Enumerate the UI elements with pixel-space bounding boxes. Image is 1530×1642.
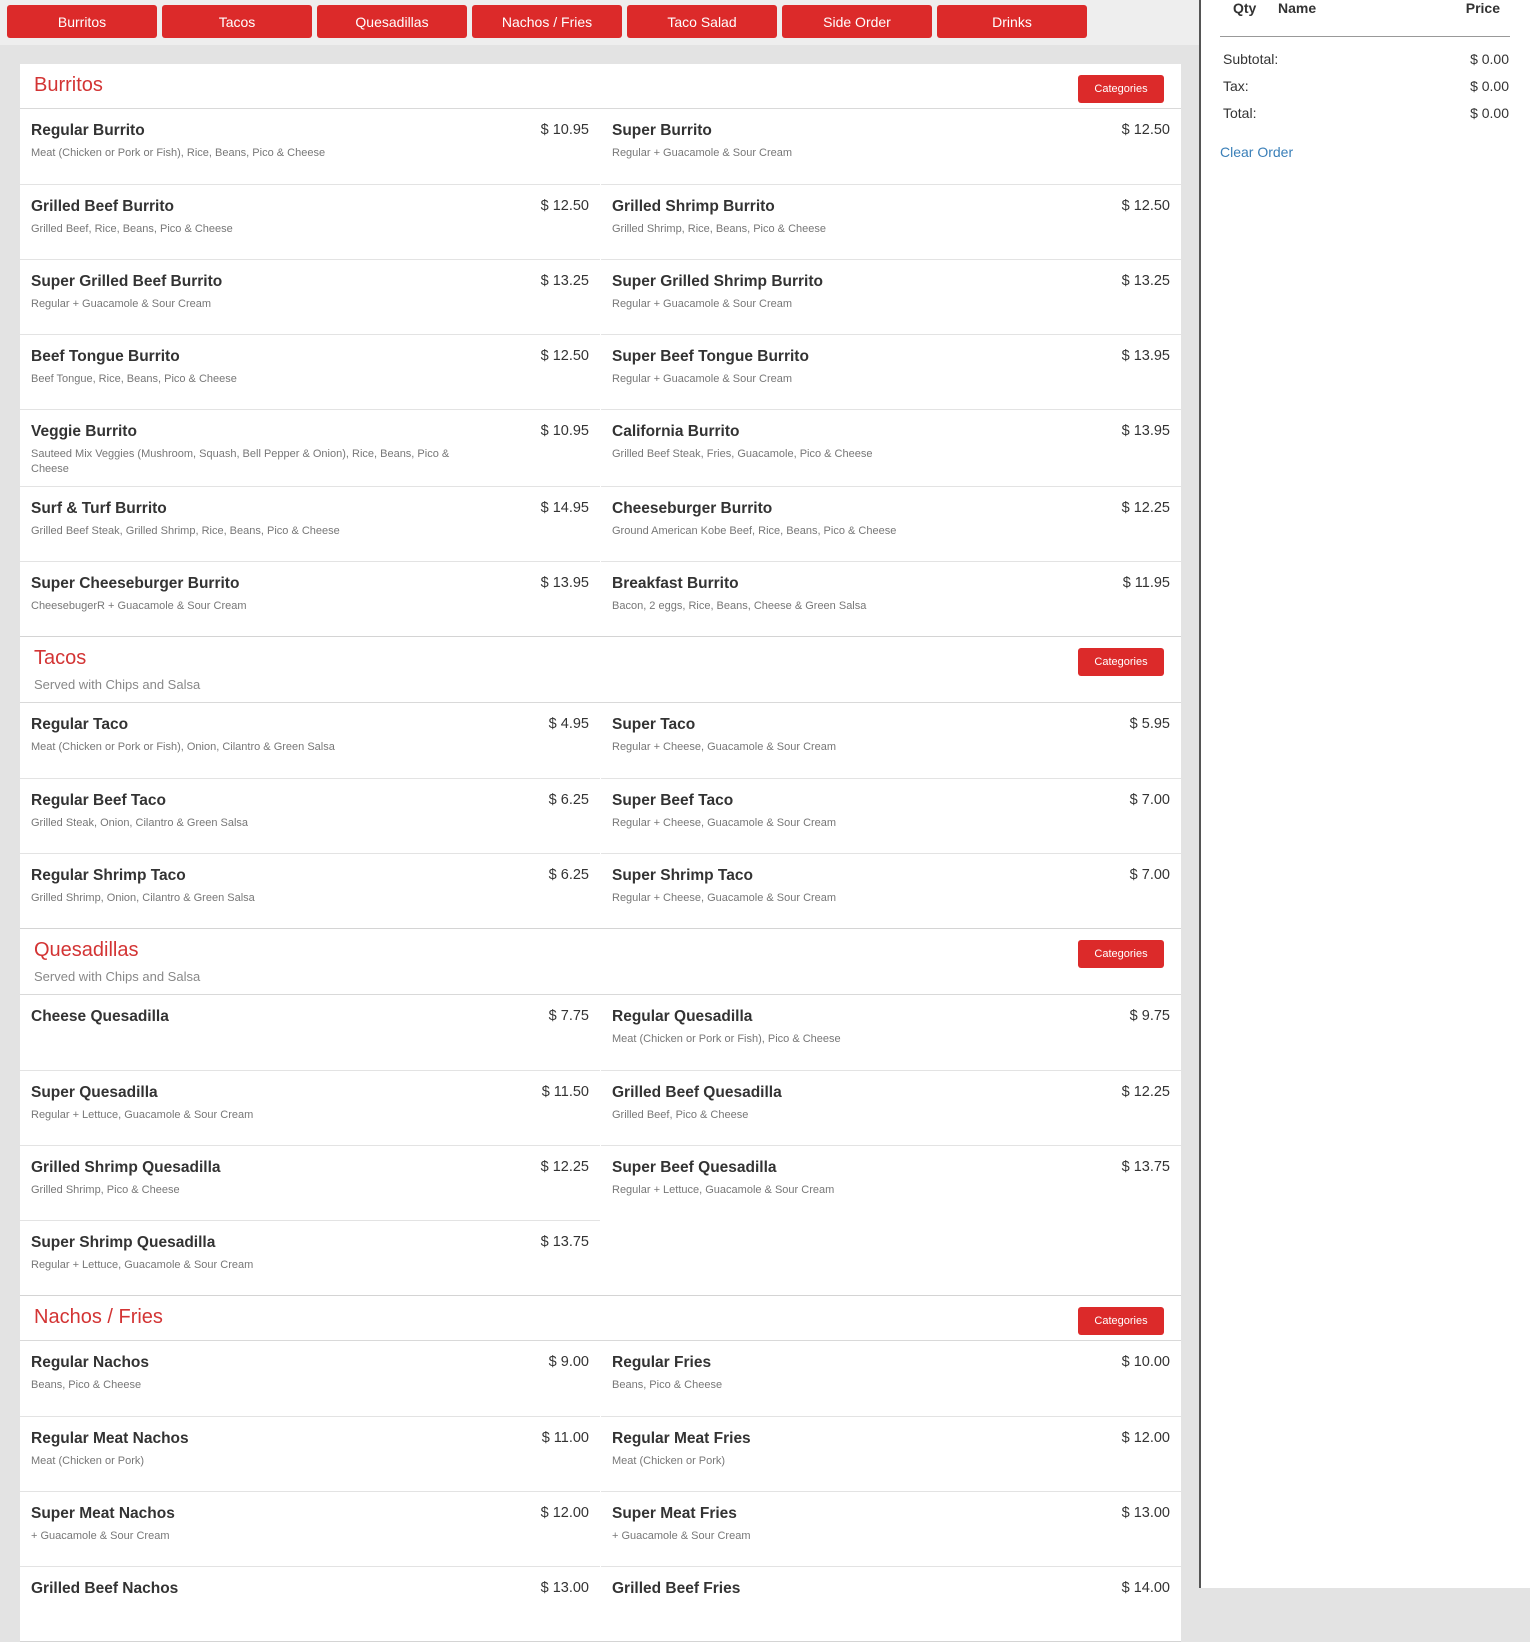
item-name: Grilled Beef Nachos [31, 1580, 179, 1597]
menu-item[interactable] [601, 853, 1181, 928]
item-description: Meat (Chicken or Pork) [31, 1455, 145, 1467]
item-price: $ 11.00 [541, 1430, 589, 1446]
menu-item[interactable] [20, 409, 600, 486]
item-price: $ 7.00 [1129, 792, 1170, 808]
menu-item[interactable] [601, 778, 1181, 853]
item-price: $ 7.75 [548, 1008, 589, 1024]
item-name: Super Cheeseburger Burrito [31, 575, 240, 592]
menu-item[interactable] [20, 334, 600, 409]
item-description: Regular + Cheese, Guacamole & Sour Cream [612, 741, 837, 753]
menu-section-burritos [20, 64, 1181, 637]
menu-item[interactable] [20, 486, 600, 561]
item-price: $ 14.95 [540, 500, 589, 516]
section-header [20, 1296, 1181, 1341]
total-row [1223, 105, 1509, 121]
item-name: Regular Meat Fries [612, 1430, 751, 1447]
item-description: Meat (Chicken or Pork or Fish), Rice, Beans, Pico & Cheese [31, 147, 326, 159]
category-bar [0, 0, 1199, 45]
item-name: Grilled Beef Quesadilla [612, 1084, 782, 1101]
item-name: Regular Beef Taco [31, 792, 166, 809]
category-button-tacos[interactable]: Tacos [162, 5, 312, 38]
item-name: Regular Shrimp Taco [31, 867, 186, 884]
item-price: $ 10.00 [1121, 1354, 1170, 1370]
menu-item[interactable] [20, 1416, 600, 1491]
menu-item[interactable] [20, 703, 600, 778]
item-name: Regular Quesadilla [612, 1008, 753, 1025]
item-price: $ 12.50 [1121, 198, 1170, 214]
menu-item[interactable] [601, 703, 1181, 778]
item-price: $ 9.00 [548, 1354, 589, 1370]
menu-items [20, 1341, 1181, 1641]
item-name: Grilled Shrimp Quesadilla [31, 1159, 221, 1176]
item-name: Super Beef Quesadilla [612, 1159, 777, 1176]
category-button-side-order[interactable]: Side Order [782, 5, 932, 38]
section-subtitle: Served with Chips and Salsa [34, 677, 201, 692]
item-description: Regular + Guacamole & Sour Cream [31, 298, 212, 310]
menu-item[interactable] [601, 561, 1181, 636]
item-name: Regular Meat Nachos [31, 1430, 189, 1447]
category-button-nachos-fries[interactable]: Nachos / Fries [472, 5, 622, 38]
item-description: Grilled Beef, Rice, Beans, Pico & Cheese [31, 223, 233, 235]
item-name: Regular Nachos [31, 1354, 150, 1371]
item-price: $ 12.25 [1121, 500, 1170, 516]
item-name: Beef Tongue Burrito [31, 348, 180, 365]
item-description: Regular + Guacamole & Sour Cream [612, 298, 793, 310]
menu-item[interactable] [601, 1341, 1181, 1416]
section-header [20, 64, 1181, 109]
item-description: Meat (Chicken or Pork) [612, 1455, 726, 1467]
item-price: $ 12.25 [540, 1159, 589, 1175]
item-description: Bacon, 2 eggs, Rice, Beans, Cheese & Green Salsa [612, 600, 867, 612]
total-label: Total: [1223, 105, 1257, 121]
item-name: Cheeseburger Burrito [612, 500, 773, 517]
section-subtitle: Served with Chips and Salsa [34, 969, 201, 984]
item-name: Cheese Quesadilla [31, 1008, 169, 1025]
menu-item[interactable] [20, 259, 600, 334]
menu-item[interactable] [601, 109, 1181, 184]
item-description: Regular + Lettuce, Guacamole & Sour Cream [31, 1259, 254, 1271]
menu-item[interactable] [20, 561, 600, 636]
item-name: Grilled Beef Fries [612, 1580, 741, 1597]
menu-item[interactable] [601, 1491, 1181, 1566]
item-description: Beans, Pico & Cheese [612, 1379, 723, 1391]
tax-label: Tax: [1223, 78, 1249, 94]
subtotal-row [1223, 51, 1509, 67]
item-name: Super Grilled Beef Burrito [31, 273, 223, 290]
item-price: $ 13.75 [540, 1234, 589, 1250]
total-value: $ 0.00 [1470, 105, 1509, 121]
item-price: $ 12.50 [1121, 122, 1170, 138]
order-table-header [1220, 0, 1510, 37]
item-description: Grilled Beef Steak, Fries, Guacamole, Pico & Cheese [612, 448, 873, 460]
item-price: $ 13.25 [1121, 273, 1170, 289]
menu-item[interactable] [601, 259, 1181, 334]
item-description: Regular + Lettuce, Guacamole & Sour Cream [31, 1109, 254, 1121]
price-header: Price [1465, 0, 1500, 16]
menu-item[interactable] [20, 1491, 600, 1566]
item-name: Regular Burrito [31, 122, 145, 139]
item-name: Super Meat Fries [612, 1505, 737, 1522]
item-description: Meat (Chicken or Pork or Fish), Pico & Cheese [612, 1033, 841, 1045]
item-name: California Burrito [612, 423, 740, 440]
subtotal-label: Subtotal: [1223, 51, 1279, 67]
menu-item[interactable] [601, 1145, 1181, 1220]
item-description: Grilled Steak, Onion, Cilantro & Green Salsa [31, 817, 249, 829]
menu-item[interactable] [20, 109, 600, 184]
item-price: $ 14.00 [1121, 1580, 1170, 1596]
order-panel [1201, 0, 1530, 1588]
item-price: $ 7.00 [1129, 867, 1170, 883]
item-description: Regular + Guacamole & Sour Cream [612, 147, 793, 159]
item-name: Super Quesadilla [31, 1084, 158, 1101]
item-name: Grilled Beef Burrito [31, 198, 174, 215]
menu-item[interactable] [20, 1566, 600, 1641]
menu-item[interactable] [601, 184, 1181, 259]
item-description: Grilled Beef Steak, Grilled Shrimp, Rice, Beans, Pico & Cheese [31, 525, 340, 537]
category-button-quesadillas[interactable]: Quesadillas [317, 5, 467, 38]
menu-list [20, 64, 1181, 1642]
categories-button[interactable]: Categories [1078, 1307, 1164, 1335]
item-price: $ 13.00 [540, 1580, 589, 1596]
item-price: $ 13.00 [1121, 1505, 1170, 1521]
menu-items [20, 109, 1181, 636]
tax-row [1223, 78, 1509, 94]
item-price: $ 12.50 [540, 348, 589, 364]
subtotal-value: $ 0.00 [1470, 51, 1509, 67]
clear-order-link[interactable]: Clear Order [1220, 144, 1294, 160]
section-header [20, 637, 1181, 703]
item-name: Super Meat Nachos [31, 1505, 175, 1522]
item-name: Super Burrito [612, 122, 712, 139]
item-name: Veggie Burrito [31, 423, 137, 440]
menu-item[interactable] [601, 486, 1181, 561]
item-price: $ 13.95 [1121, 348, 1170, 364]
section-title: Nachos / Fries [34, 1306, 163, 1328]
menu-item[interactable] [601, 1566, 1181, 1641]
item-price: $ 12.50 [540, 198, 589, 214]
item-description: CheesebugerR + Guacamole & Sour Cream [31, 600, 247, 612]
item-description: Beans, Pico & Cheese [31, 1379, 142, 1391]
item-name: Super Shrimp Taco [612, 867, 753, 884]
categories-button[interactable]: Categories [1078, 940, 1164, 968]
menu-item[interactable] [20, 1220, 600, 1295]
menu-section-quesadillas [20, 929, 1181, 1296]
menu-item[interactable] [20, 1341, 600, 1416]
item-description: Grilled Shrimp, Pico & Cheese [31, 1184, 180, 1196]
menu-section-tacos [20, 637, 1181, 929]
menu-item[interactable] [20, 853, 600, 928]
menu-item[interactable] [20, 184, 600, 259]
menu-item[interactable] [20, 1070, 600, 1145]
section-header [20, 929, 1181, 995]
item-description: Grilled Shrimp, Onion, Cilantro & Green Salsa [31, 892, 255, 904]
menu-section-nachos-fries [20, 1296, 1181, 1642]
item-description: Regular + Cheese, Guacamole & Sour Cream [612, 817, 837, 829]
section-title: Quesadillas [34, 939, 139, 961]
menu-item[interactable] [601, 1416, 1181, 1491]
section-title: Tacos [34, 647, 87, 669]
item-name: Super Shrimp Quesadilla [31, 1234, 216, 1251]
item-price: $ 6.25 [548, 867, 589, 883]
category-button-burritos[interactable]: Burritos [7, 5, 157, 38]
item-name: Regular Fries [612, 1354, 712, 1371]
category-button-drinks[interactable]: Drinks [937, 5, 1087, 38]
item-name: Super Taco [612, 716, 696, 733]
section-title: Burritos [34, 74, 103, 96]
item-description: Beef Tongue, Rice, Beans, Pico & Cheese [31, 373, 237, 385]
item-price: $ 4.95 [548, 716, 589, 732]
item-description: Sauteed Mix Veggies (Mushroom, Squash, Bell Pepper & Onion), Rice, Beans, Pico & Cheese [31, 448, 450, 475]
item-description: Grilled Shrimp, Rice, Beans, Pico & Cheese [612, 223, 826, 235]
item-price: $ 13.95 [540, 575, 589, 591]
menu-item[interactable] [601, 409, 1181, 486]
item-name: Regular Taco [31, 716, 129, 733]
name-header: Name [1278, 0, 1317, 16]
item-name: Breakfast Burrito [612, 575, 739, 592]
item-description: + Guacamole & Sour Cream [31, 1530, 170, 1542]
item-price: $ 11.95 [1122, 575, 1170, 591]
item-description: Ground American Kobe Beef, Rice, Beans, Pico & Cheese [612, 525, 897, 537]
item-description: + Guacamole & Sour Cream [612, 1530, 751, 1542]
categories-button[interactable]: Categories [1078, 648, 1164, 676]
item-price: $ 12.00 [540, 1505, 589, 1521]
item-price: $ 13.25 [540, 273, 589, 289]
tax-value: $ 0.00 [1470, 78, 1509, 94]
item-price: $ 9.75 [1129, 1008, 1170, 1024]
item-price: $ 12.25 [1121, 1084, 1170, 1100]
categories-button[interactable]: Categories [1078, 75, 1164, 103]
item-name: Super Grilled Shrimp Burrito [612, 273, 823, 290]
menu-item[interactable] [20, 778, 600, 853]
category-button-taco-salad[interactable]: Taco Salad [627, 5, 777, 38]
menu-item[interactable] [601, 995, 1181, 1070]
item-description: Grilled Beef, Pico & Cheese [612, 1109, 749, 1121]
item-name: Grilled Shrimp Burrito [612, 198, 775, 215]
menu-items [20, 703, 1181, 928]
item-price: $ 11.50 [541, 1084, 589, 1100]
item-name: Super Beef Taco [612, 792, 734, 809]
qty-header: Qty [1233, 0, 1257, 16]
menu-item[interactable] [601, 334, 1181, 409]
item-price: $ 10.95 [540, 122, 589, 138]
menu-items [20, 995, 1181, 1295]
menu-item[interactable] [20, 1145, 600, 1220]
item-description: Regular + Lettuce, Guacamole & Sour Cream [612, 1184, 835, 1196]
item-name: Super Beef Tongue Burrito [612, 348, 809, 365]
item-price: $ 10.95 [540, 423, 589, 439]
item-price: $ 6.25 [548, 792, 589, 808]
item-description: Regular + Cheese, Guacamole & Sour Cream [612, 892, 837, 904]
menu-item[interactable] [601, 1070, 1181, 1145]
item-price: $ 5.95 [1129, 716, 1170, 732]
item-description: Regular + Guacamole & Sour Cream [612, 373, 793, 385]
menu-item[interactable] [20, 995, 600, 1070]
item-name: Surf & Turf Burrito [31, 500, 167, 517]
item-price: $ 13.75 [1121, 1159, 1170, 1175]
item-description: Meat (Chicken or Pork or Fish), Onion, Cilantro & Green Salsa [31, 741, 335, 753]
item-price: $ 12.00 [1121, 1430, 1170, 1446]
item-price: $ 13.95 [1121, 423, 1170, 439]
